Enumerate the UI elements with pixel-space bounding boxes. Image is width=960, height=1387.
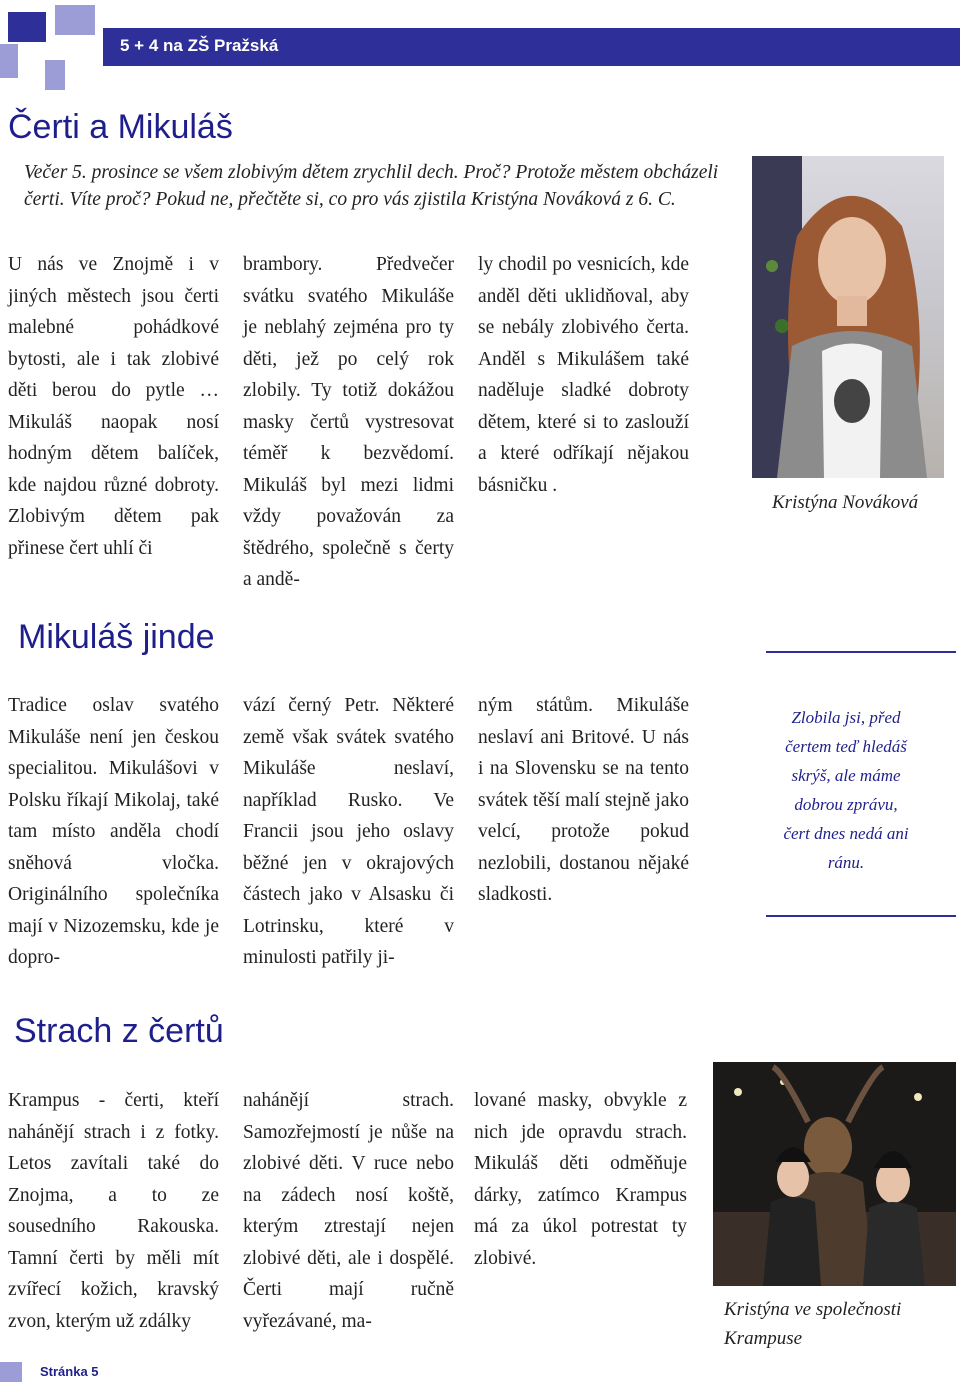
article3-column-1	[8, 1085, 219, 1337]
article2-col1-text: Tradice oslav svatého Mikuláše není jen českou specialitou. Mikulášovi v Polsku říkají Mikolaj, také tam místo anděla chodí sněhová vločka. Originálního společníka mají v Nizozemsku, kde je dopro-	[8, 695, 219, 968]
article2-column-1	[8, 690, 219, 974]
article3-col2-text: nahánějí strach. Samozřejmostí je nůše na zlobivé děti. V ruce nebo na zádech nosí koště, kterým ztrestají nejen zlobivé děti, ale i dospělé. Čerti mají ručně vyřezávané, ma-	[243, 1090, 454, 1332]
article-title-mikulas-jinde: Mikuláš jinde	[18, 618, 215, 656]
article1-column-2	[243, 249, 454, 596]
header-square-light-3	[45, 60, 65, 90]
article2-col2-text: vází černý Petr. Některé země však svátek svatého Mikuláše neslaví, například Rusko. Ve Francii jsou jeho oslavy běžné jen v okrajových částech jako v Alsasku či Lotrinsku, které v minulosti patřily ji-	[243, 695, 454, 968]
header-square-light-2	[0, 44, 18, 78]
article-lead: Večer 5. prosince se všem zlobivým dětem zrychlil dech. Proč? Protože městem obcházeli čerti. Víte proč? Pokud ne, přečtěte si, co pro vás zjistila Kristýna Nováková z 6. C.	[24, 162, 719, 210]
article1-column-1	[8, 249, 219, 564]
article3-col3-text: lované masky, obvykle z nich jde opravdu strach. Mikuláš děti odměňuje dárky, zatímco Krampus má za úkol potrestat ty zlobivé.	[474, 1090, 687, 1269]
quote-line-6: ránu.	[827, 853, 865, 872]
krampus-caption	[724, 1295, 901, 1353]
divider-lower	[766, 915, 956, 917]
article2-column-2	[243, 690, 454, 974]
portrait-photo	[752, 156, 944, 478]
article1-col2-text: brambory. Předvečer svátku svatého Mikuláše je neblahý zejména pro ty děti, jež po celý rok zlobily. Ty totiž dokážou masky čertů vystresovat téměř k bezvědomí. Mikuláš byl mezi lidmi vždy považován za štědrého, společně s čerty a andě-	[243, 254, 454, 590]
header-title: 5 + 4 na ZŠ Pražská	[120, 36, 279, 55]
header-square-light	[55, 5, 95, 35]
quote-line-5: čert dnes nedá ani	[783, 824, 909, 843]
article-title-certi: Čerti a Mikuláš	[8, 108, 233, 146]
portrait-caption: Kristýna Nováková	[772, 492, 919, 513]
article2-col3-text: ným státům. Mikuláše neslaví ani Britové. U nás i na Slovensku se na tento svátek těší malí stejně jako velcí, protože pokud nezlobili, dostanou nějaké sladkosti.	[478, 695, 689, 905]
footer-square	[0, 1362, 22, 1382]
article1-column-3	[478, 249, 689, 501]
quote-line-1: Zlobila jsi, před	[791, 708, 901, 727]
article-title-strach: Strach z čertů	[14, 1012, 224, 1050]
divider-upper	[766, 651, 956, 653]
page-number-label: Stránka 5	[40, 1364, 99, 1379]
krampus-caption-line-1: Kristýna ve společnosti	[724, 1299, 902, 1320]
article3-column-3	[474, 1085, 687, 1274]
quote-line-4: dobrou zprávu,	[794, 795, 898, 814]
article1-col1-text: U nás ve Znojmě i v jiných městech jsou čerti malebné pohádkové bytosti, ale i tak zlobivé děti berou do pytle … Mikuláš naopak nosí hodným dětem balíček, kde najdou různé dobroty. Zlobivým dětem pak přinese čert uhlí či	[8, 254, 219, 559]
article2-column-3	[478, 690, 689, 911]
header-square-dark-small	[24, 28, 46, 42]
krampus-photo	[713, 1062, 956, 1286]
pull-quote	[770, 703, 922, 877]
krampus-illustration	[713, 1062, 956, 1286]
article3-column-2	[243, 1085, 454, 1337]
article3-col1-text: Krampus - čerti, kteří nahánějí strach i z fotky. Letos zavítali také do Znojma, a to ze sousedního Rakouska. Tamní čerti by měli mít zvířecí kožich, kravský zvon, kterým už zdálky	[8, 1090, 219, 1332]
krampus-caption-line-2: Krampuse	[724, 1328, 803, 1349]
quote-line-3: skrýš, ale máme	[791, 766, 901, 785]
quote-line-2: čertem teď hledáš	[785, 737, 907, 756]
article1-col3-text: ly chodil po vesnicích, kde anděl děti uklidňoval, aby se nebály zlobivého čerta. Anděl s Mikulášem také naděluje sladké dobroty dětem, které si to zaslouží a které odříkají nějakou básničku .	[478, 254, 689, 496]
portrait-illustration	[752, 156, 944, 478]
